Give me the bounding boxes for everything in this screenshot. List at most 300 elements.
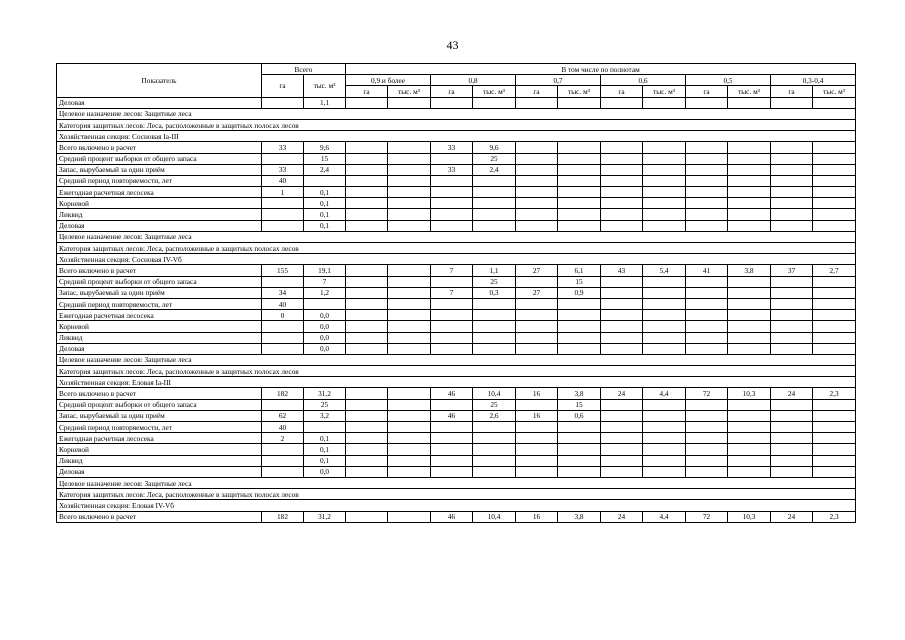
table-cell — [388, 187, 431, 198]
table-cell — [771, 422, 813, 433]
table-cell — [643, 422, 686, 433]
table-cell — [558, 466, 601, 477]
table-cell — [516, 444, 558, 455]
table-row — [57, 198, 856, 209]
table-cell: 10,4 — [473, 388, 516, 399]
table-cell: 9,6 — [473, 142, 516, 153]
table-cell — [346, 187, 388, 198]
table-cell — [813, 153, 856, 164]
table-cell — [643, 343, 686, 354]
row-label: Ежегодная расчетная лесосека — [57, 310, 262, 321]
table-cell — [262, 153, 304, 164]
table-cell — [643, 142, 686, 153]
table-cell — [771, 410, 813, 421]
table-cell — [601, 455, 643, 466]
table-row — [57, 310, 856, 321]
table-cell — [516, 310, 558, 321]
table-cell — [262, 276, 304, 287]
table-cell — [516, 466, 558, 477]
table-cell — [346, 433, 388, 444]
table-row — [57, 220, 856, 231]
table-cell — [516, 142, 558, 153]
row-label: Всего включено в расчет — [57, 142, 262, 153]
table-cell — [771, 399, 813, 410]
table-row — [57, 455, 856, 466]
header-total: Всего — [262, 64, 346, 75]
table-cell — [516, 153, 558, 164]
table-cell: 72 — [686, 511, 728, 522]
table-cell — [516, 332, 558, 343]
header-group: 0,5 — [686, 75, 771, 86]
table-cell — [262, 321, 304, 332]
header-ha: га — [771, 86, 813, 97]
table-cell — [516, 399, 558, 410]
table-cell — [813, 332, 856, 343]
table-row — [57, 164, 856, 175]
header-vol: тыс. м³ — [473, 86, 516, 97]
table-cell: 0,1 — [304, 433, 346, 444]
table-cell: 7 — [431, 265, 473, 276]
header-indicator: Показатель — [57, 64, 262, 98]
table-cell: 72 — [686, 388, 728, 399]
table-cell: 1 — [262, 187, 304, 198]
table-cell — [346, 310, 388, 321]
table-cell — [813, 466, 856, 477]
table-cell — [346, 265, 388, 276]
page-number: 43 — [446, 38, 459, 52]
table-cell — [771, 466, 813, 477]
table-cell — [813, 422, 856, 433]
table-cell — [473, 332, 516, 343]
table-cell: 0,1 — [304, 455, 346, 466]
table-cell — [601, 164, 643, 175]
table-cell — [388, 466, 431, 477]
table-cell — [431, 343, 473, 354]
table-cell — [601, 175, 643, 186]
table-cell — [473, 209, 516, 220]
table-cell: 2,4 — [304, 164, 346, 175]
table-cell — [431, 321, 473, 332]
table-cell: 24 — [601, 511, 643, 522]
row-label: Ликвид — [57, 209, 262, 220]
header-group: 0,3-0,4 — [771, 75, 856, 86]
table-cell — [771, 455, 813, 466]
table-cell — [516, 187, 558, 198]
section-row — [57, 500, 856, 511]
table-cell — [771, 332, 813, 343]
table-cell — [346, 444, 388, 455]
header-group: 0,7 — [516, 75, 601, 86]
table-cell — [516, 422, 558, 433]
section-label: Хозяйственная секция: Сосновая Ia-III — [57, 131, 856, 142]
table-cell — [643, 153, 686, 164]
table-cell — [601, 287, 643, 298]
table-cell: 182 — [262, 511, 304, 522]
section-label: Хозяйственная секция: Еловая IV-Vб — [57, 500, 856, 511]
table-cell: 24 — [771, 388, 813, 399]
table-cell — [262, 332, 304, 343]
table-cell — [771, 287, 813, 298]
table-cell — [431, 444, 473, 455]
table-row — [57, 511, 856, 522]
header-ha: га — [431, 86, 473, 97]
table-cell: 33 — [431, 164, 473, 175]
table-cell: 0,3 — [473, 287, 516, 298]
table-cell — [728, 209, 771, 220]
table-cell — [813, 310, 856, 321]
table-cell: 37 — [771, 265, 813, 276]
table-cell — [686, 332, 728, 343]
table-cell — [728, 343, 771, 354]
table-cell — [686, 422, 728, 433]
table-cell — [686, 153, 728, 164]
table-cell — [558, 142, 601, 153]
table-cell — [728, 455, 771, 466]
table-cell — [262, 455, 304, 466]
table-cell — [686, 175, 728, 186]
table-cell — [813, 220, 856, 231]
table-cell — [346, 511, 388, 522]
table-cell — [601, 153, 643, 164]
table-cell — [601, 220, 643, 231]
table-cell — [516, 298, 558, 309]
header-group: 0,6 — [601, 75, 686, 86]
table-cell — [728, 433, 771, 444]
section-row — [57, 231, 856, 242]
table-cell: 1,1 — [473, 265, 516, 276]
table-cell — [346, 97, 388, 108]
table-cell — [771, 321, 813, 332]
table-cell — [262, 466, 304, 477]
table-cell — [431, 209, 473, 220]
table-cell — [813, 455, 856, 466]
header-vol: тыс. м³ — [728, 86, 771, 97]
table-cell — [728, 153, 771, 164]
table-cell — [388, 153, 431, 164]
table-cell: 15 — [558, 399, 601, 410]
table-cell — [558, 220, 601, 231]
table-cell — [558, 321, 601, 332]
table-cell: 0,0 — [304, 310, 346, 321]
table-cell — [431, 466, 473, 477]
table-row — [57, 433, 856, 444]
row-label: Ежегодная расчетная лесосека — [57, 187, 262, 198]
table-cell: 0,1 — [304, 187, 346, 198]
table-cell — [346, 332, 388, 343]
table-cell — [431, 332, 473, 343]
table-cell — [813, 198, 856, 209]
row-label: Ежегодная расчетная лесосека — [57, 433, 262, 444]
table-cell — [431, 422, 473, 433]
table-cell: 31,2 — [304, 388, 346, 399]
table-cell — [262, 220, 304, 231]
table-cell — [686, 343, 728, 354]
section-label: Целевое назначение лесов: Защитные леса — [57, 108, 856, 119]
table-cell — [346, 455, 388, 466]
table-cell — [601, 97, 643, 108]
table-cell — [473, 422, 516, 433]
table-cell — [813, 399, 856, 410]
table-cell: 0,6 — [558, 410, 601, 421]
table-cell: 33 — [431, 142, 473, 153]
table-cell — [643, 298, 686, 309]
section-row — [57, 366, 856, 377]
table-cell: 3,8 — [728, 265, 771, 276]
table-cell — [728, 142, 771, 153]
table-cell — [346, 220, 388, 231]
table-cell — [473, 220, 516, 231]
table-cell — [601, 187, 643, 198]
table-cell: 7 — [431, 287, 473, 298]
section-row — [57, 119, 856, 130]
table-cell — [601, 444, 643, 455]
table-cell: 40 — [262, 175, 304, 186]
table-cell — [813, 343, 856, 354]
table-cell — [813, 410, 856, 421]
section-row — [57, 243, 856, 254]
table-cell: 0,1 — [304, 198, 346, 209]
table-cell — [686, 399, 728, 410]
table-cell — [643, 209, 686, 220]
table-cell — [686, 444, 728, 455]
table-cell — [643, 444, 686, 455]
row-label: Деловая — [57, 343, 262, 354]
table-cell — [388, 97, 431, 108]
table-cell — [558, 175, 601, 186]
table-row — [57, 142, 856, 153]
table-cell: 10,3 — [728, 388, 771, 399]
table-cell — [388, 410, 431, 421]
table-cell: 2,4 — [473, 164, 516, 175]
section-row — [57, 131, 856, 142]
table-cell: 9,6 — [304, 142, 346, 153]
table-cell — [431, 310, 473, 321]
table-cell — [813, 142, 856, 153]
table-row — [57, 343, 856, 354]
table-cell — [516, 209, 558, 220]
table-cell — [431, 276, 473, 287]
table-cell: 0,0 — [304, 321, 346, 332]
table-cell — [262, 209, 304, 220]
table-cell — [388, 310, 431, 321]
table-cell — [388, 298, 431, 309]
table-cell — [686, 433, 728, 444]
table-cell — [643, 220, 686, 231]
table-cell — [431, 298, 473, 309]
table-cell — [686, 97, 728, 108]
table-cell: 2 — [262, 433, 304, 444]
table-cell — [558, 433, 601, 444]
table-cell — [516, 455, 558, 466]
table-cell — [813, 164, 856, 175]
table-cell — [728, 466, 771, 477]
section-label: Целевое назначение лесов: Защитные леса — [57, 477, 856, 488]
table-cell — [388, 433, 431, 444]
table-cell — [346, 198, 388, 209]
table-row — [57, 422, 856, 433]
table-cell — [346, 175, 388, 186]
table-cell — [558, 153, 601, 164]
table-cell: 2,3 — [813, 388, 856, 399]
table-cell — [558, 97, 601, 108]
section-row — [57, 377, 856, 388]
row-label: Средний процент выборки от общего запаса — [57, 399, 262, 410]
table-cell — [558, 455, 601, 466]
table-cell — [346, 209, 388, 220]
table-cell — [728, 164, 771, 175]
table-cell — [686, 276, 728, 287]
table-cell: 2,6 — [473, 410, 516, 421]
table-cell: 10,3 — [728, 511, 771, 522]
table-cell — [601, 298, 643, 309]
table-cell: 46 — [431, 511, 473, 522]
table-cell — [473, 433, 516, 444]
table-cell: 5,4 — [643, 265, 686, 276]
table-cell — [728, 175, 771, 186]
table-cell — [431, 187, 473, 198]
table-cell: 34 — [262, 287, 304, 298]
row-label: Запас, вырубаемый за один приём — [57, 410, 262, 421]
table-cell — [813, 97, 856, 108]
table-cell — [388, 287, 431, 298]
header-ha: га — [346, 86, 388, 97]
table-cell — [771, 142, 813, 153]
table-cell — [346, 399, 388, 410]
table-cell: 0 — [262, 310, 304, 321]
table-cell — [516, 164, 558, 175]
table-cell — [346, 276, 388, 287]
section-label: Хозяйственная секция: Еловая Ia-III — [57, 377, 856, 388]
table-cell — [813, 175, 856, 186]
header-vol: тыс. м³ — [813, 86, 856, 97]
table-cell — [643, 310, 686, 321]
table-cell — [558, 187, 601, 198]
table-cell: 3,2 — [304, 410, 346, 421]
table-cell — [686, 164, 728, 175]
table-cell: 15 — [558, 276, 601, 287]
table-cell — [686, 298, 728, 309]
table-cell: 0,1 — [304, 209, 346, 220]
row-label: Ликвид — [57, 455, 262, 466]
table-cell — [558, 198, 601, 209]
table-cell: 25 — [473, 153, 516, 164]
row-label: Средний период повторяемости, лет — [57, 175, 262, 186]
section-row — [57, 477, 856, 488]
table-cell — [346, 153, 388, 164]
header-group: 0,8 — [431, 75, 516, 86]
table-cell — [813, 287, 856, 298]
row-label: Всего включено в расчет — [57, 511, 262, 522]
table-cell — [388, 220, 431, 231]
table-cell — [346, 422, 388, 433]
table-cell: 0,9 — [558, 287, 601, 298]
table-cell — [686, 187, 728, 198]
table-cell — [771, 209, 813, 220]
table-cell — [304, 175, 346, 186]
table-cell — [558, 343, 601, 354]
table-cell: 16 — [516, 388, 558, 399]
table-cell: 25 — [473, 399, 516, 410]
section-label: Категория защитных лесов: Леса, расположенные в защитных полосах лесов — [57, 243, 856, 254]
table-cell — [558, 444, 601, 455]
table-cell — [346, 287, 388, 298]
row-label: Запас, вырубаемый за один приём — [57, 164, 262, 175]
table-cell: 4,4 — [643, 511, 686, 522]
table-cell — [643, 164, 686, 175]
table-cell — [601, 332, 643, 343]
table-cell — [388, 332, 431, 343]
table-cell — [388, 142, 431, 153]
table-cell — [643, 433, 686, 444]
forest-table — [56, 63, 856, 523]
table-cell — [346, 410, 388, 421]
header-ha: га — [516, 86, 558, 97]
table-cell — [473, 97, 516, 108]
header-total-ha: га — [262, 75, 304, 97]
table-cell: 15 — [304, 153, 346, 164]
table-cell: 1,1 — [304, 97, 346, 108]
table-cell: 3,8 — [558, 511, 601, 522]
row-label: Деловая — [57, 466, 262, 477]
table-cell — [601, 321, 643, 332]
table-cell: 24 — [771, 511, 813, 522]
table-cell: 4,4 — [643, 388, 686, 399]
section-row — [57, 489, 856, 500]
table-cell — [388, 175, 431, 186]
table-cell: 46 — [431, 388, 473, 399]
table-cell — [771, 276, 813, 287]
table-cell — [601, 310, 643, 321]
table-cell — [558, 164, 601, 175]
section-label: Категория защитных лесов: Леса, расположенные в защитных полосах лесов — [57, 366, 856, 377]
table-cell — [686, 455, 728, 466]
table-cell — [813, 276, 856, 287]
table-row — [57, 187, 856, 198]
table-cell — [686, 142, 728, 153]
table-cell — [431, 97, 473, 108]
table-cell: 0,1 — [304, 220, 346, 231]
table-row — [57, 332, 856, 343]
table-cell — [686, 310, 728, 321]
table-cell: 25 — [304, 399, 346, 410]
table-cell: 46 — [431, 410, 473, 421]
table-cell — [388, 343, 431, 354]
table-cell — [262, 97, 304, 108]
section-label: Целевое назначение лесов: Защитные леса — [57, 231, 856, 242]
header-total-vol: тыс. м³ — [304, 75, 346, 97]
table-cell: 10,4 — [473, 511, 516, 522]
table-cell: 40 — [262, 298, 304, 309]
table-cell — [388, 511, 431, 522]
table-cell — [728, 276, 771, 287]
table-cell — [771, 343, 813, 354]
header-including: В том числе по полнотам — [346, 64, 856, 75]
table-cell: 6,1 — [558, 265, 601, 276]
table-cell — [346, 298, 388, 309]
table-cell: 0,0 — [304, 343, 346, 354]
table-cell — [771, 97, 813, 108]
table-cell — [686, 410, 728, 421]
table-cell: 19,1 — [304, 265, 346, 276]
table-cell: 62 — [262, 410, 304, 421]
table-cell — [388, 198, 431, 209]
table-cell — [728, 298, 771, 309]
table-cell — [771, 433, 813, 444]
table-cell — [643, 455, 686, 466]
table-cell — [431, 175, 473, 186]
table-cell: 182 — [262, 388, 304, 399]
table-cell — [643, 198, 686, 209]
